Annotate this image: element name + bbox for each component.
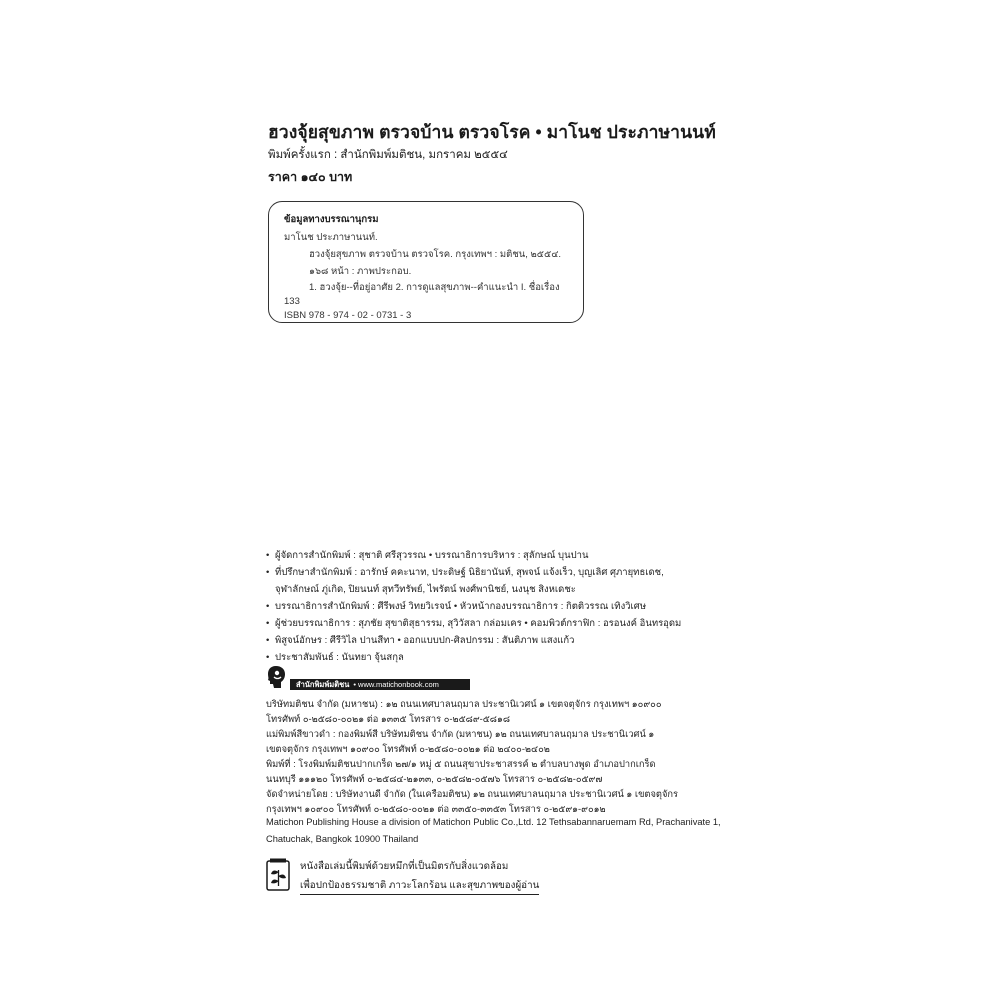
book-leaf-icon (266, 858, 291, 891)
cataloging-box (268, 201, 584, 323)
price: ราคา ๑๔๐ บาท (268, 170, 353, 184)
cataloging-heading: ข้อมูลทางบรรณานุกรม (284, 214, 379, 225)
publisher-website[interactable]: • www.matichonbook.com (353, 680, 439, 689)
credit-line: • ประชาสัมพันธ์ : นันทยา จุ้นสกุล (266, 652, 404, 663)
address-line: บริษัทมติชน จำกัด (มหาชน) : ๑๒ ถนนเทศบาลนฤมาล ประชานิเวศน์ ๑ เขตจตุจักร กรุงเทพฯ ๑๐๙๐๐ (266, 699, 662, 709)
credit-line: • พิสูจน์อักษร : ศีรีวิไล ปานสีทา • ออกแบบปก-ศิลปกรรม : สันติภาพ แสงแก้ว (266, 635, 575, 646)
publisher-name: สำนักพิมพ์มติชน (296, 680, 350, 689)
cataloging-line: 133 (284, 296, 300, 307)
address-line: โทรศัพท์ ๐-๒๕๘๐-๐๐๒๑ ต่อ ๑๓๓๕ โทรสาร ๐-๒๕๘๙-๕๘๑๘ (266, 714, 511, 724)
eco-note-line: หนังสือเล่มนี้พิมพ์ด้วยหมึกที่เป็นมิตรกับสิ่งแวดล้อม (300, 861, 509, 872)
head-profile-logo-icon (266, 665, 286, 689)
credit-line: • ผู้ช่วยบรรณาธิการ : สุภชัย สุขาติสุธารรม, สุวิวัสลา กล่อมเคร • คอมพิวต์กราฟิก : อรอนงค์ อินทรอุดม (266, 618, 682, 629)
cataloging-line: มาโนช ประภาษานนท์. (284, 232, 378, 243)
eco-note-line: เพื่อปกป้องธรรมชาติ ภาวะโลกร้อน และสุขภาพของผู้อ่าน (300, 878, 539, 895)
address-line: จัดจำหน่ายโดย : บริษัทงานดี จำกัด (ในเครือมติชน) ๑๒ ถนนเทศบาลนฤมาล ประชานิเวศน์ ๑ เขตจตุจักร (266, 789, 679, 799)
cataloging-line: ฮวงจุ้ยสุขภาพ ตรวจบ้าน ตรวจโรค. กรุงเทพฯ : มติชน, ๒๕๕๔. (309, 249, 562, 260)
edition-info: พิมพ์ครั้งแรก : สำนักพิมพ์มติชน, มกราคม ๒๕๕๔ (268, 149, 508, 161)
address-line: นนทบุรี ๑๑๑๒๐ โทรศัพท์ ๐-๒๕๘๔-๒๑๓๓, ๐-๒๕๘๒-๐๕๗๖ โทรสาร ๐-๒๕๘๒-๐๕๙๗ (266, 774, 603, 784)
address-line: พิมพ์ที่ : โรงพิมพ์มติชนปากเกร็ด ๒๗/๑ หมู่ ๕ ถนนสุขาประชาสรรค์ ๒ ตำบลบางพูด อำเภอปากเกร็ด (266, 759, 656, 769)
address-line: แม่พิมพ์สีขาวดำ : กองพิมพ์สี บริษัทมติชน จำกัด (มหาชน) ๑๒ ถนนเทศบาลนฤมาล ประชานิเวศน์ ๑ (266, 729, 655, 739)
address-line-english: Chatuchak, Bangkok 10900 Thailand (266, 834, 419, 844)
address-line: กรุงเทพฯ ๑๐๙๐๐ โทรศัพท์ ๐-๒๕๘๐-๐๐๒๑ ต่อ ๓๓๕๐-๓๓๕๓ โทรสาร ๐-๒๕๙๑-๙๐๑๒ (266, 804, 606, 814)
credit-line: • ที่ปรึกษาสำนักพิมพ์ : อารักษ์ คคะนาท, ประดิษฐ์ นิธิยานันท์, สุพจน์ แจ้งเร็ว, บุญเลิศ ศุภายุทธเดช, (266, 567, 664, 578)
book-title: ฮวงจุ้ยสุขภาพ ตรวจบ้าน ตรวจโรค • มาโนช ประภาษานนท์ (268, 122, 716, 142)
credit-line: • บรรณาธิการสำนักพิมพ์ : ศีรีพงษ์ วิทยวิเรจน์ • หัวหน้ากองบรรณาธิการ : กิตติวรรณ เทิงวิเศษ (266, 601, 647, 612)
credit-line: จุฬาลักษณ์ ภู่เกิด, ปิยนนท์ สุทวีทรัพย์, ไพรัตน์ พงศ์พานิชย์, นงนุช สิงหเดชะ (275, 584, 576, 595)
address-line-english: Matichon Publishing House a division of Matichon Public Co.,Ltd. 12 Tethsabannaruemam Rd, Prachanivate 1, (266, 817, 721, 827)
credit-line: • ผู้จัดการสำนักพิมพ์ : สุชาติ ศรีสุวรรณ • บรรณาธิการบริหาร : สุลักษณ์ บุนปาน (266, 550, 589, 561)
publisher-brand-bar (290, 679, 470, 690)
address-line: เขตจตุจักร กรุงเทพฯ ๑๐๙๐๐ โทรศัพท์ ๐-๒๕๘๐-๐๐๒๑ ต่อ ๒๔๐๐-๒๔๐๒ (266, 744, 550, 754)
cataloging-line: ๑๖๘ หน้า : ภาพประกอบ. (309, 266, 412, 277)
cataloging-line: 1. ฮวงจุ้ย--ที่อยู่อาศัย 2. การดูแลสุขภาพ--คำแนะนำ I. ชื่อเรื่อง (309, 282, 560, 293)
isbn: ISBN 978 - 974 - 02 - 0731 - 3 (284, 310, 412, 321)
